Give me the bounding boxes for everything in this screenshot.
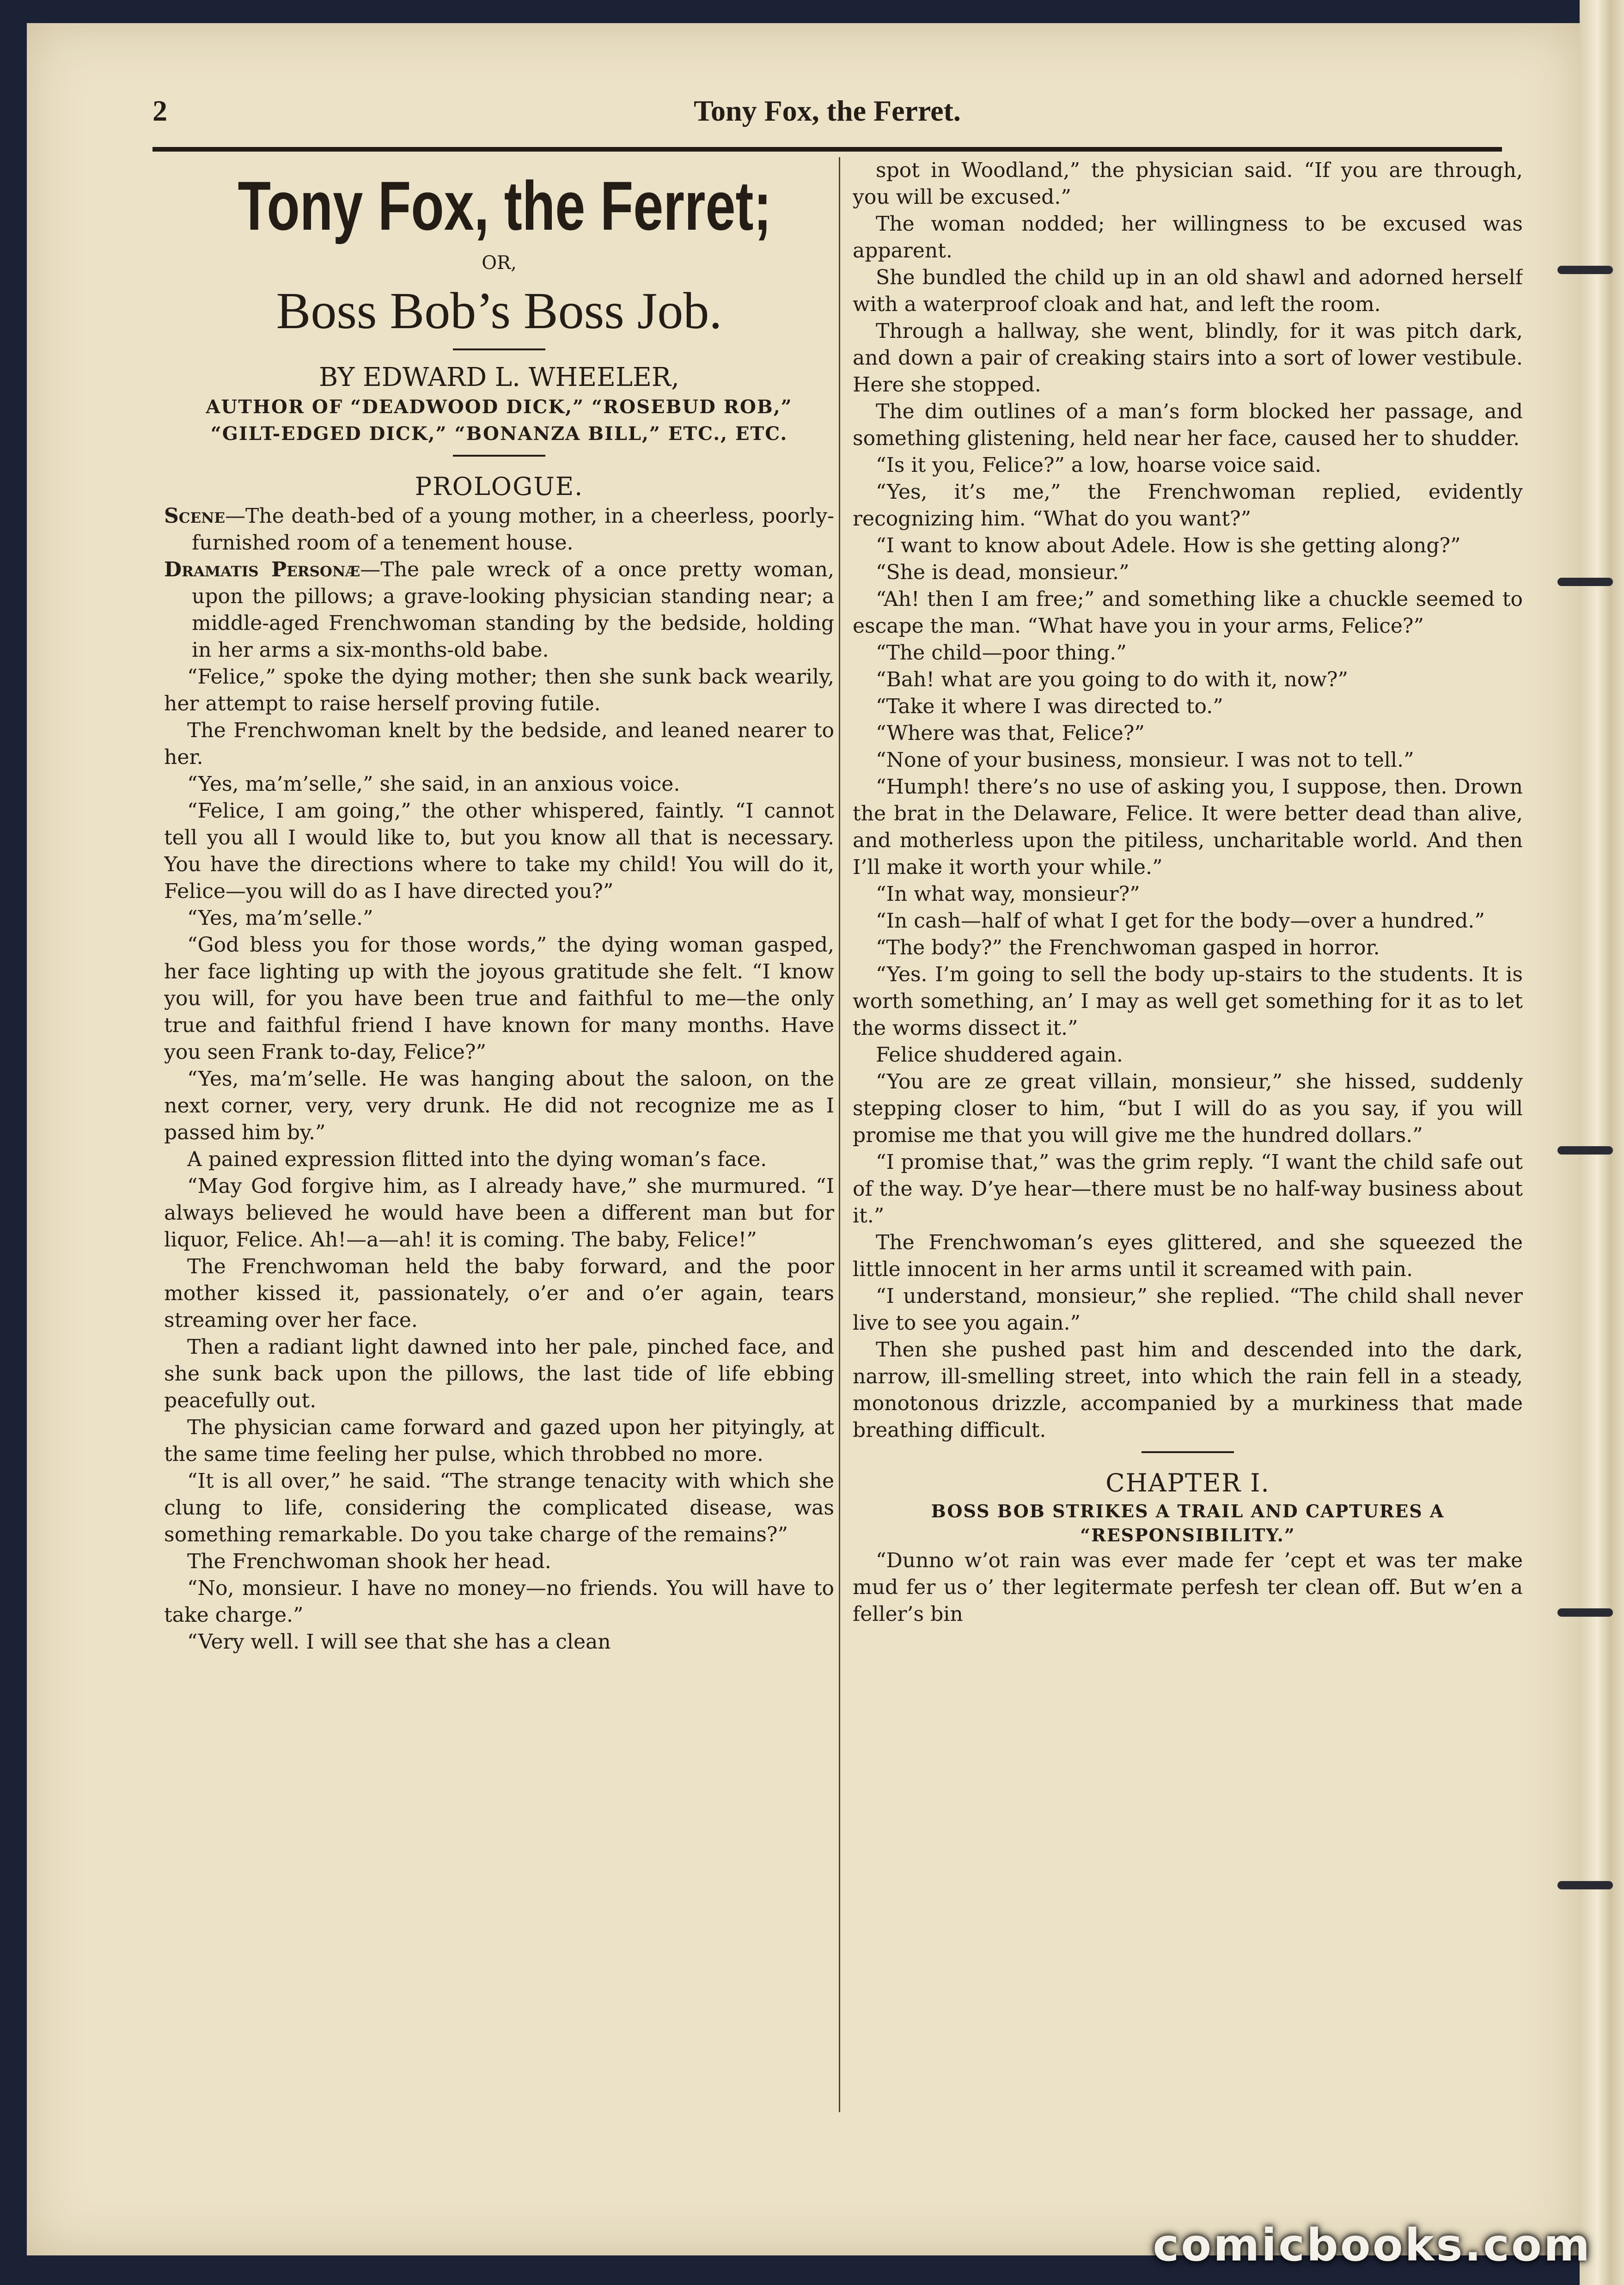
paragraph: Through a hallway, she went, blindly, for it was pitch dark, and down a pair of creaking stairs into a sort of lower vestibule. Here she stopped. xyxy=(853,319,1523,397)
paragraph: The woman nodded; her willingness to be excused was apparent. xyxy=(853,212,1523,263)
paragraph: A pained expression flitted into the dying woman’s face. xyxy=(187,1148,767,1171)
paragraph: “Take it where I was directed to.” xyxy=(876,695,1223,718)
dramatis-text: —The pale wreck of a once pretty woman, upon the pillows; a grave-looking physician standing near; a middle-aged Frenchwoman standing by the bedside, holding in her arms a six-months-old babe. xyxy=(192,558,834,662)
paragraph: “I want to know about Adele. How is she getting along?” xyxy=(876,534,1461,557)
paragraph: “Yes, ma’m’selle. He was hanging about the saloon, on the next corner, very, very drunk. He did not recognize me as I passed him by.” xyxy=(164,1067,834,1144)
right-column xyxy=(853,157,1523,2121)
paragraph: “The body?” the Frenchwoman gasped in horror. xyxy=(876,936,1380,959)
story-title: Tony Fox, the Ferret; xyxy=(238,167,772,244)
paragraph: “Very well. I will see that she has a clean xyxy=(187,1630,611,1654)
page-number: 2 xyxy=(153,94,167,127)
paragraph: Then a radiant light dawned into her pale, pinched face, and she sunk back upon the pillows, the last tide of life ebbing peacefully out. xyxy=(164,1335,834,1412)
paragraph: “Yes, ma’m’selle.” xyxy=(187,906,373,930)
paragraph: “None of your business, monsieur. I was not to tell.” xyxy=(876,748,1414,772)
paragraph: “May God forgive him, as I already have,” she murmured. “I always believed he would have been a different man but for liquor, Felice. Ah!—a—ah! it is coming. The baby, Felice!” xyxy=(164,1174,834,1252)
author-credits: AUTHOR OF “DEADWOOD DICK,” “ROSEBUD ROB,” “GILT-EDGED DICK,” “BONANZA BILL,” ETC., ETC. xyxy=(206,396,793,445)
paragraph: “The child—poor thing.” xyxy=(876,641,1127,665)
paragraph: The Frenchwoman’s eyes glittered, and she squeezed the little innocent in her arms until it screamed with pain. xyxy=(853,1231,1523,1281)
left-column xyxy=(164,157,834,2121)
staple-mark xyxy=(1557,1146,1613,1155)
paragraph: “No, monsieur. I have no money—no friends. You will have to take charge.” xyxy=(164,1576,834,1627)
paragraph: “God bless you for those words,” the dying woman gasped, her face lighting up with the joyous gratitude she felt. “I know you will, for you have been true and faithful to me—the only true and faithful friend I have known for many months. Have you seen Frank to-day, Felice?” xyxy=(164,933,834,1064)
running-head xyxy=(153,86,1502,136)
header-rule xyxy=(153,147,1502,152)
byline: BY EDWARD L. WHEELER, xyxy=(319,362,679,392)
watermark-text: comicbooks.com xyxy=(1153,2219,1592,2271)
short-rule xyxy=(1142,1451,1234,1453)
paragraph: “Felice,” spoke the dying mother; then she sunk back wearily, her attempt to raise herself proving futile. xyxy=(164,665,834,715)
paragraph: “You are ze great villain, monsieur,” she hissed, suddenly stepping closer to him, “but I will do as you say, if you will promise me that you will give me the hundred dollars.” xyxy=(853,1070,1523,1147)
paragraph: “In what way, monsieur?” xyxy=(876,882,1140,906)
staple-mark xyxy=(1557,266,1613,274)
paragraph: The Frenchwoman knelt by the bedside, and leaned nearer to her. xyxy=(164,719,834,769)
paragraph: The dim outlines of a man’s form blocked her passage, and something glistening, held near her face, caused her to shudder. xyxy=(853,400,1523,450)
prologue-heading: PROLOGUE. xyxy=(415,472,584,501)
paragraph: “She is dead, monsieur.” xyxy=(876,561,1129,584)
dramatis-paragraph xyxy=(164,556,834,664)
chapter-text xyxy=(853,1547,1523,1628)
paragraph: “Ah! then I am free;” and something like a chuckle seemed to escape the man. “What have you in your arms, Felice?” xyxy=(853,587,1523,638)
column-divider xyxy=(839,157,840,2112)
chapter-subheading: BOSS BOB STRIKES A TRAIL AND CAPTURES A “RESPONSIBILITY.” xyxy=(931,1501,1445,1546)
paragraph: “Felice, I am going,” the other whispered, faintly. “I cannot tell you all I would like to, but you know all that is necessary. You have the directions where to take my child! You will do it, Felice—you will do as I have directed you?” xyxy=(164,799,834,903)
paragraph: “Yes, it’s me,” the Frenchwoman replied, evidently recognizing him. “What do you want?” xyxy=(853,480,1523,531)
paragraph: She bundled the child up in an old shawl and adorned herself with a waterproof cloak and hat, and left the room. xyxy=(853,266,1523,316)
paragraph: “Yes, ma’m’selle,” she said, in an anxious voice. xyxy=(187,772,680,796)
staple-mark xyxy=(1557,1608,1613,1617)
scene-text: —The death-bed of a young mother, in a cheerless, poorly-furnished room of a tenement house. xyxy=(192,504,834,555)
paragraph: “In cash—half of what I get for the body—over a hundred.” xyxy=(876,909,1485,933)
paragraph: spot in Woodland,” the physician said. “If you are through, you will be excused.” xyxy=(853,159,1523,209)
staple-mark xyxy=(1557,1881,1613,1889)
paragraph: Then she pushed past him and descended into the dark, narrow, ill-smelling street, into which the rain fell in a steady, monotonous drizzle, accompanied by a murkiness that made breathing difficult. xyxy=(853,1338,1523,1442)
paragraph: “I understand, monsieur,” she replied. “The child shall never live to see you again.” xyxy=(853,1284,1523,1335)
paragraph: The Frenchwoman shook her head. xyxy=(187,1550,551,1573)
story-subtitle: Boss Bob’s Boss Job. xyxy=(276,282,722,340)
short-rule xyxy=(453,455,545,457)
scene-paragraph xyxy=(164,503,834,556)
dramatis-label: Dramatis Personæ xyxy=(164,558,360,581)
staple-mark xyxy=(1557,578,1613,586)
paragraph: The physician came forward and gazed upon her pityingly, at the same time feeling her pulse, which throbbed no more. xyxy=(164,1416,834,1466)
paragraph: Felice shuddered again. xyxy=(876,1043,1123,1067)
scene-label: Scene xyxy=(164,504,226,528)
paragraph: “Bah! what are you going to do with it, now?” xyxy=(876,668,1348,691)
prologue-continued xyxy=(853,157,1523,1444)
paragraph: The Frenchwoman held the baby forward, and the poor mother kissed it, passionately, o’er and o’er again, tears streaming over her face. xyxy=(164,1255,834,1332)
chapter-heading: CHAPTER I. xyxy=(1105,1468,1270,1497)
paragraph: “It is all over,” he said. “The strange tenacity with which she clung to life, considering the complicated disease, was something remarkable. Do you take charge of the remains?” xyxy=(164,1469,834,1546)
paragraph: “Yes. I’m going to sell the body up-stairs to the students. It is worth something, an’ I may as well get something for it as to let the worms dissect it.” xyxy=(853,963,1523,1040)
paragraph: “Where was that, Felice?” xyxy=(876,721,1145,745)
running-head-title: Tony Fox, the Ferret. xyxy=(694,94,961,127)
page-spine xyxy=(1580,0,1624,2285)
paragraph: “Humph! there’s no use of asking you, I suppose, then. Drown the brat in the Delaware, Felice. It were better dead than alive, and motherless upon the pitiless, uncharitable world. And then I’ll make it worth your while.” xyxy=(853,775,1523,879)
or-line: OR, xyxy=(482,252,517,274)
paragraph: “Is it you, Felice?” a low, hoarse voice said. xyxy=(876,453,1321,477)
short-rule xyxy=(453,348,545,350)
paragraph: “Dunno w’ot rain was ever made fer ’cept et was ter make mud fer us o’ ther legitermate perfesh ter clean off. But w’en a feller’s bin xyxy=(853,1549,1523,1626)
prologue-text xyxy=(164,664,834,1656)
paragraph: “I promise that,” was the grim reply. “I want the child safe out of the way. D’ye hear—there must be no half-way business about it.” xyxy=(853,1150,1523,1228)
